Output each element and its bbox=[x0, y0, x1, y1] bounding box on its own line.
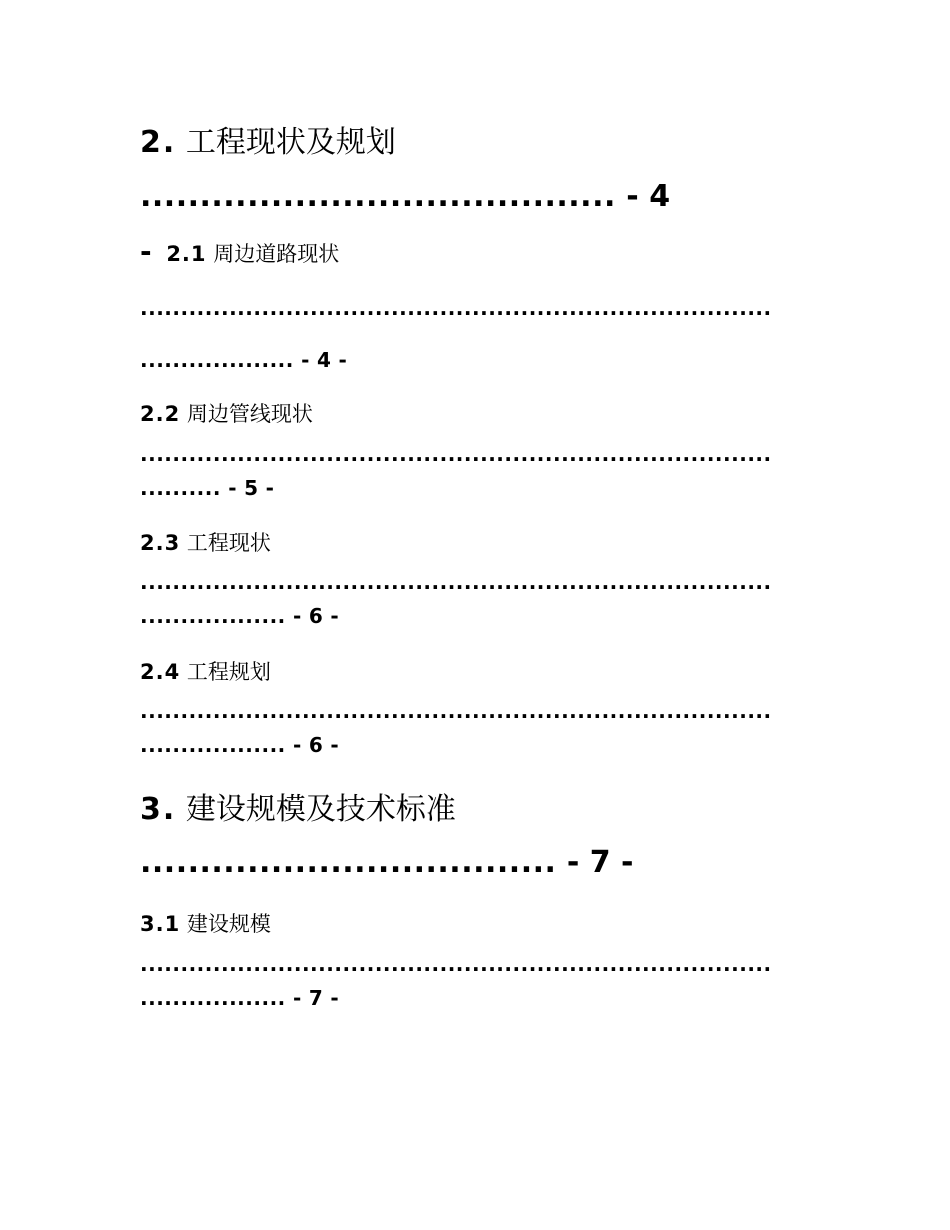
toc-page-number-continued: - bbox=[140, 235, 152, 268]
toc-entry-title: 建设规模及技术标准 bbox=[185, 792, 456, 827]
toc-leader-dots: .............................................................................. bbox=[140, 699, 772, 723]
toc-leader-line bbox=[140, 845, 634, 880]
toc-leader-line bbox=[140, 735, 339, 755]
toc-entry-2-4[interactable] bbox=[140, 662, 271, 683]
toc-page-number: - 4 bbox=[615, 179, 671, 214]
toc-entry-number: 2.3 bbox=[140, 531, 181, 555]
toc-entry-title: 周边管线现状 bbox=[186, 402, 313, 426]
toc-page-number: - 4 - bbox=[293, 348, 348, 372]
toc-leader-dots: .................. bbox=[140, 604, 286, 628]
toc-entry-number: 2.1 bbox=[166, 242, 207, 266]
toc-leader-dots: .................. bbox=[140, 986, 286, 1010]
toc-leader-line bbox=[140, 298, 772, 318]
toc-leader-dots: .............................................................................. bbox=[140, 442, 772, 466]
toc-leader-dots: ................................... bbox=[140, 845, 557, 880]
toc-leader-line bbox=[140, 606, 339, 626]
toc-leader-line bbox=[140, 478, 274, 498]
toc-entry-number: 2.4 bbox=[140, 660, 181, 684]
toc-leader-dots: ........................................ bbox=[140, 179, 616, 214]
toc-page-number: - 7 - bbox=[556, 845, 634, 880]
toc-entry-2-2[interactable] bbox=[140, 404, 313, 425]
toc-leader-dots: .............................................................................. bbox=[140, 296, 772, 320]
toc-entry-title: 建设规模 bbox=[186, 912, 271, 936]
toc-leader-line bbox=[140, 444, 772, 464]
toc-entry-title: 工程现状 bbox=[186, 531, 271, 555]
toc-page-number: - 7 - bbox=[285, 986, 339, 1010]
toc-leader-dots: .............................................................................. bbox=[140, 952, 772, 976]
toc-entry-number: 2.2 bbox=[140, 402, 181, 426]
toc-entry-2-3[interactable] bbox=[140, 533, 271, 554]
toc-entry-number: 3. bbox=[140, 792, 177, 827]
toc-leader-dots: .................. bbox=[140, 733, 286, 757]
toc-leader-line bbox=[140, 350, 347, 370]
toc-page-number: - 6 - bbox=[285, 733, 339, 757]
toc-entry-number: 3.1 bbox=[140, 912, 181, 936]
toc-entry-3-heading[interactable] bbox=[140, 792, 456, 827]
toc-entry-title: 周边道路现状 bbox=[213, 242, 340, 266]
toc-entry-title: 工程现状及规划 bbox=[185, 125, 396, 160]
toc-page-number: - 5 - bbox=[220, 476, 275, 500]
toc-entry-3-1[interactable] bbox=[140, 914, 271, 935]
toc-leader-dots: ................... bbox=[140, 348, 294, 372]
toc-leader-line bbox=[140, 572, 772, 592]
toc-entry-2-heading[interactable] bbox=[140, 125, 396, 160]
toc-leader-dots: .............................................................................. bbox=[140, 570, 772, 594]
toc-leader-line bbox=[140, 701, 772, 721]
toc-entry-title: 工程规划 bbox=[186, 660, 271, 684]
toc-leader-line bbox=[140, 988, 339, 1008]
toc-leader-line bbox=[140, 954, 772, 974]
toc-entry-number: 2. bbox=[140, 125, 177, 160]
toc-entry-2-1[interactable] bbox=[140, 235, 340, 268]
toc-page-number: - 6 - bbox=[285, 604, 339, 628]
toc-leader-line bbox=[140, 179, 671, 214]
toc-leader-dots: .......... bbox=[140, 476, 221, 500]
